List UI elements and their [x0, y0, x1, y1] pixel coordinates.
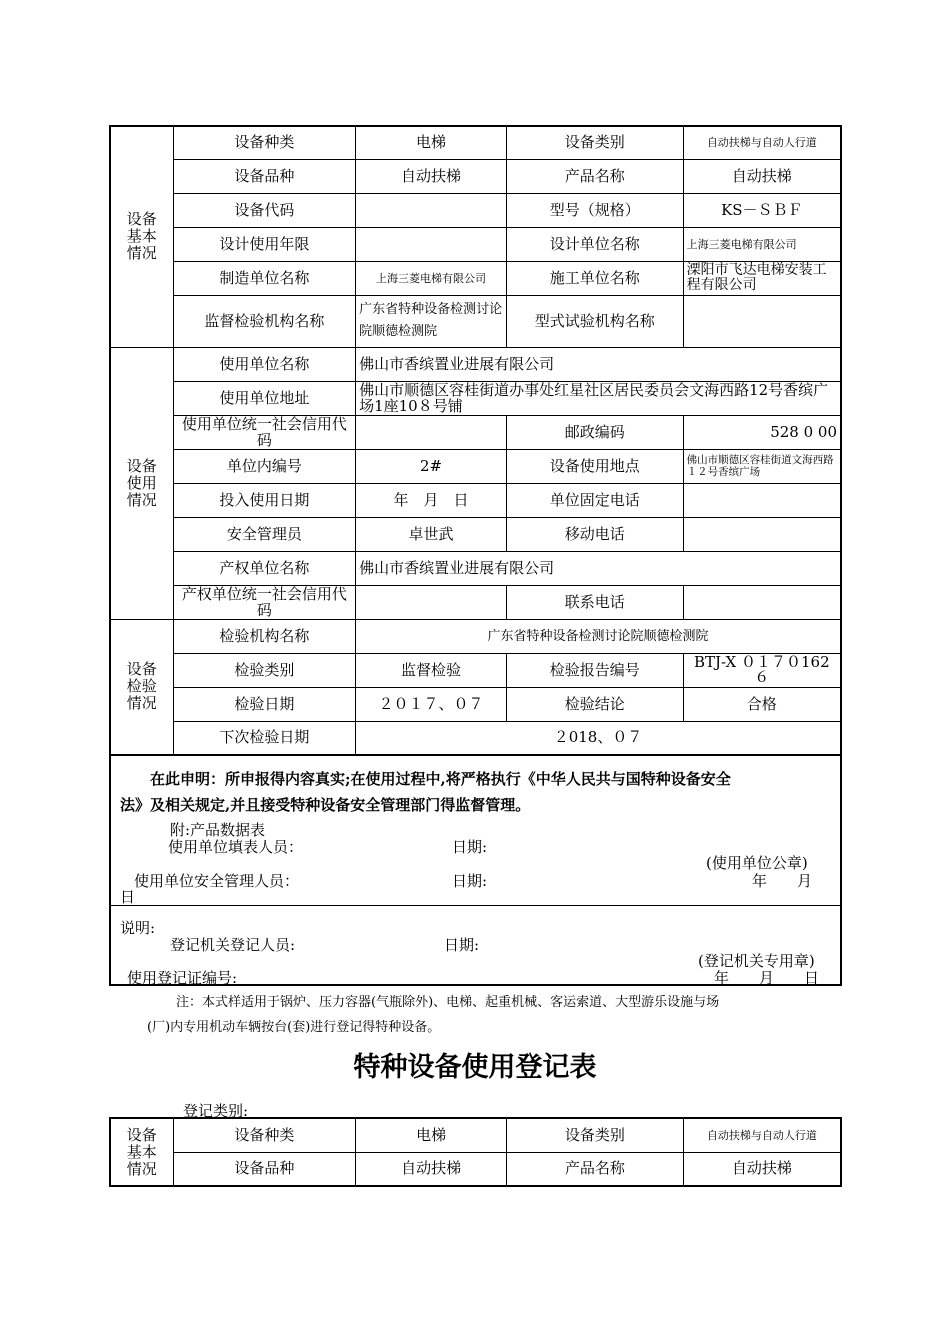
value-design-life: [356, 227, 507, 261]
value-contact-phone: [683, 585, 841, 619]
label-user-name: 使用单位名称: [173, 347, 355, 381]
section-inspect: 设备 检验 情况: [110, 619, 173, 755]
label-installer: 施工单位名称: [506, 261, 683, 295]
value-use-location: 佛山市顺德区容桂街道文海西路１２号香缤广场: [683, 449, 841, 483]
user-seal-label: (使用单位公章): [706, 854, 808, 872]
value-mobile-phone: [683, 517, 841, 551]
section-basic-2: 设备 基本 情况: [110, 1118, 173, 1186]
label-safety-manager: 安全管理员: [173, 517, 355, 551]
label-inspect-result: 检验结论: [506, 687, 683, 721]
value-internal-no: 2#: [356, 449, 507, 483]
value-product-name: 自动扶梯: [683, 159, 841, 193]
value-model: KS－ＳＢＦ: [683, 193, 841, 227]
label-user-address: 使用单位地址: [173, 381, 355, 415]
value-equip-code: [356, 193, 507, 227]
label-next-inspect-date: 下次检验日期: [173, 721, 355, 755]
value-equip-variety-2: 自动扶梯: [356, 1152, 507, 1186]
label-start-date: 投入使用日期: [173, 483, 355, 517]
value-inspect-result: 合格: [683, 687, 841, 721]
filler-date-label: 日期:: [452, 838, 488, 856]
registry-seal-label: (登记机关专用章): [698, 952, 815, 970]
label-mobile-phone: 移动电话: [506, 517, 683, 551]
manager-date-day: 日: [120, 888, 136, 906]
value-safety-manager: 卓世武: [356, 517, 507, 551]
value-design-unit: 上海三菱电梯有限公司: [683, 227, 841, 261]
label-internal-no: 单位内编号: [173, 449, 355, 483]
remark-label: 说明:: [120, 919, 156, 937]
manager-date-label: 日期:: [452, 872, 488, 890]
value-owner-credit-code: [356, 585, 507, 619]
label-manufacturer: 制造单位名称: [173, 261, 355, 295]
value-supervision-org: 广东省特种设备检测讨论院顺德检测院: [356, 295, 507, 347]
label-product-name-2: 产品名称: [507, 1152, 684, 1186]
declaration-text-2: 法》及相关规定,并且接受特种设备安全管理部门得监督管理。: [120, 796, 531, 814]
value-equip-variety: 自动扶梯: [356, 159, 507, 193]
value-type-test-org: [683, 295, 841, 347]
registration-type-label: 登记类别:: [183, 1102, 249, 1120]
label-product-name: 产品名称: [506, 159, 683, 193]
label-design-life: 设计使用年限: [173, 227, 355, 261]
label-equip-variety: 设备品种: [173, 159, 355, 193]
value-start-date: 年 月 日: [356, 483, 507, 517]
value-equip-kind-2: 电梯: [356, 1118, 507, 1152]
registrar-date-label: 日期:: [444, 936, 480, 954]
safety-manager-label: 使用单位安全管理人员：: [134, 872, 300, 890]
attachment-label: 附:产品数据表: [170, 821, 266, 839]
label-inspect-type: 检验类别: [173, 653, 355, 687]
value-next-inspect-date: ２018、０７: [356, 721, 841, 755]
label-equip-kind: 设备种类: [173, 126, 355, 159]
label-equip-kind-2: 设备种类: [173, 1118, 356, 1152]
value-postcode: 528 0 00: [683, 415, 841, 449]
value-equip-kind: 电梯: [356, 126, 507, 159]
cert-no-label: 使用登记证编号:: [127, 969, 238, 987]
value-inspect-org: 广东省特种设备检测讨论院顺德检测院: [356, 619, 841, 653]
label-owner-name: 产权单位名称: [173, 551, 355, 585]
label-report-no: 检验报告编号: [506, 653, 683, 687]
note-line-2: (厂)内专用机动车辆按台(套)进行登记得特种设备。: [147, 1020, 441, 1035]
value-user-name: 佛山市香缤置业进展有限公司: [356, 347, 841, 381]
label-type-test-org: 型式试验机构名称: [506, 295, 683, 347]
label-user-credit-code: 使用单位统一社会信用代码: [173, 415, 355, 449]
value-installer: 溧阳市飞达电梯安装工程有限公司: [683, 261, 841, 295]
value-inspect-date: ２０１７、０７: [356, 687, 507, 721]
label-postcode: 邮政编码: [506, 415, 683, 449]
page-title: 特种设备使用登记表: [353, 1052, 597, 1083]
label-use-location: 设备使用地点: [506, 449, 683, 483]
value-fixed-phone: [683, 483, 841, 517]
label-contact-phone: 联系电话: [506, 585, 683, 619]
label-fixed-phone: 单位固定电话: [506, 483, 683, 517]
label-equip-category-2: 设备类别: [507, 1118, 684, 1152]
value-manufacturer: 上海三菱电梯有限公司: [356, 261, 507, 295]
value-inspect-type: 监督检验: [356, 653, 507, 687]
declaration-text-1: 在此申明：所申报得内容真实;在使用过程中,将严格执行《中华人民共与国特种设备安全: [150, 770, 731, 788]
value-equip-category: 自动扶梯与自动人行道: [683, 126, 841, 159]
filler-label: 使用单位填表人员：: [168, 838, 304, 856]
label-model: 型号（规格）: [506, 193, 683, 227]
label-equip-category: 设备类别: [506, 126, 683, 159]
value-user-credit-code: [356, 415, 507, 449]
value-owner-name: 佛山市香缤置业进展有限公司: [356, 551, 841, 585]
value-equip-category-2: 自动扶梯与自动人行道: [683, 1118, 841, 1152]
section-basic: 设备 基本 情况: [110, 126, 173, 347]
registrar-label: 登记机关登记人员:: [170, 936, 296, 954]
section-use: 设备 使用 情况: [110, 347, 173, 619]
value-user-address: 佛山市顺德区容桂街道办事处红星社区居民委员会文海西路12号香缤广场1座10８号铺: [356, 381, 841, 415]
label-inspect-date: 检验日期: [173, 687, 355, 721]
label-equip-code: 设备代码: [173, 193, 355, 227]
second-table: [109, 1117, 842, 1187]
label-equip-variety-2: 设备品种: [173, 1152, 356, 1186]
registry-date-ymd: 年 月 日: [714, 969, 820, 987]
note-line-1: 注：本式样适用于锅炉、压力容器(气瓶除外)、电梯、起重机械、客运索道、大型游乐设施与场: [176, 995, 720, 1010]
label-inspect-org: 检验机构名称: [173, 619, 355, 653]
main-table: [109, 125, 842, 756]
value-product-name-2: 自动扶梯: [683, 1152, 841, 1186]
label-owner-credit-code: 产权单位统一社会信用代码: [173, 585, 355, 619]
manager-date-ym: 年 月: [752, 872, 813, 890]
label-design-unit: 设计单位名称: [506, 227, 683, 261]
label-supervision-org: 监督检验机构名称: [173, 295, 355, 347]
value-report-no: BTJ-X ０１７０162６: [683, 653, 841, 687]
